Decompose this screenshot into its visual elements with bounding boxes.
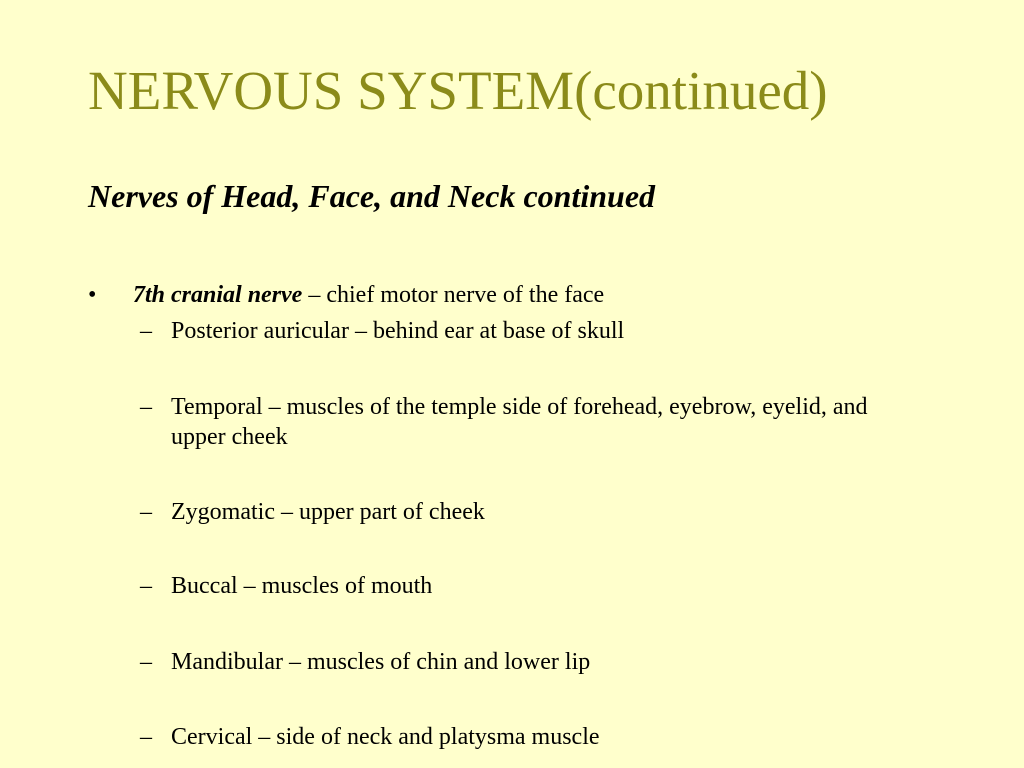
sub-item-posterior-auricular [140,316,940,346]
sub-item-dash: – [140,318,152,344]
sub-item-buccal [140,571,940,601]
bullet-item [88,280,604,310]
sub-item-cervical [140,722,940,752]
sub-item-dash: – [140,724,152,750]
sub-item-text: Zygomatic – upper part of cheek [171,499,485,525]
sub-item-dash: – [140,649,152,675]
sub-item-text: Posterior auricular – behind ear at base of skull [171,318,625,344]
bullet-marker: • [88,282,97,308]
sub-item-dash: – [140,573,152,599]
sub-item-zygomatic [140,497,940,527]
sub-item-temporal [140,392,940,452]
sub-item-text: Cervical – side of neck and platysma muscle [171,724,600,750]
slide-title: NERVOUS SYSTEM(continued) [88,60,828,121]
bullet-text: – chief motor nerve of the face [302,282,605,308]
slide-subtitle: Nerves of Head, Face, and Neck continued [88,178,656,214]
bullet-term: 7th cranial nerve [133,282,303,308]
sub-item-mandibular [140,647,940,677]
sub-item-dash: – [140,499,152,525]
sub-item-dash: – [140,394,152,420]
sub-item-text: Temporal – muscles of the temple side of forehead, eyebrow, eyelid, and upper cheek [171,394,868,450]
sub-item-text: Buccal – muscles of mouth [171,573,433,599]
sub-item-text: Mandibular – muscles of chin and lower lip [171,649,591,675]
